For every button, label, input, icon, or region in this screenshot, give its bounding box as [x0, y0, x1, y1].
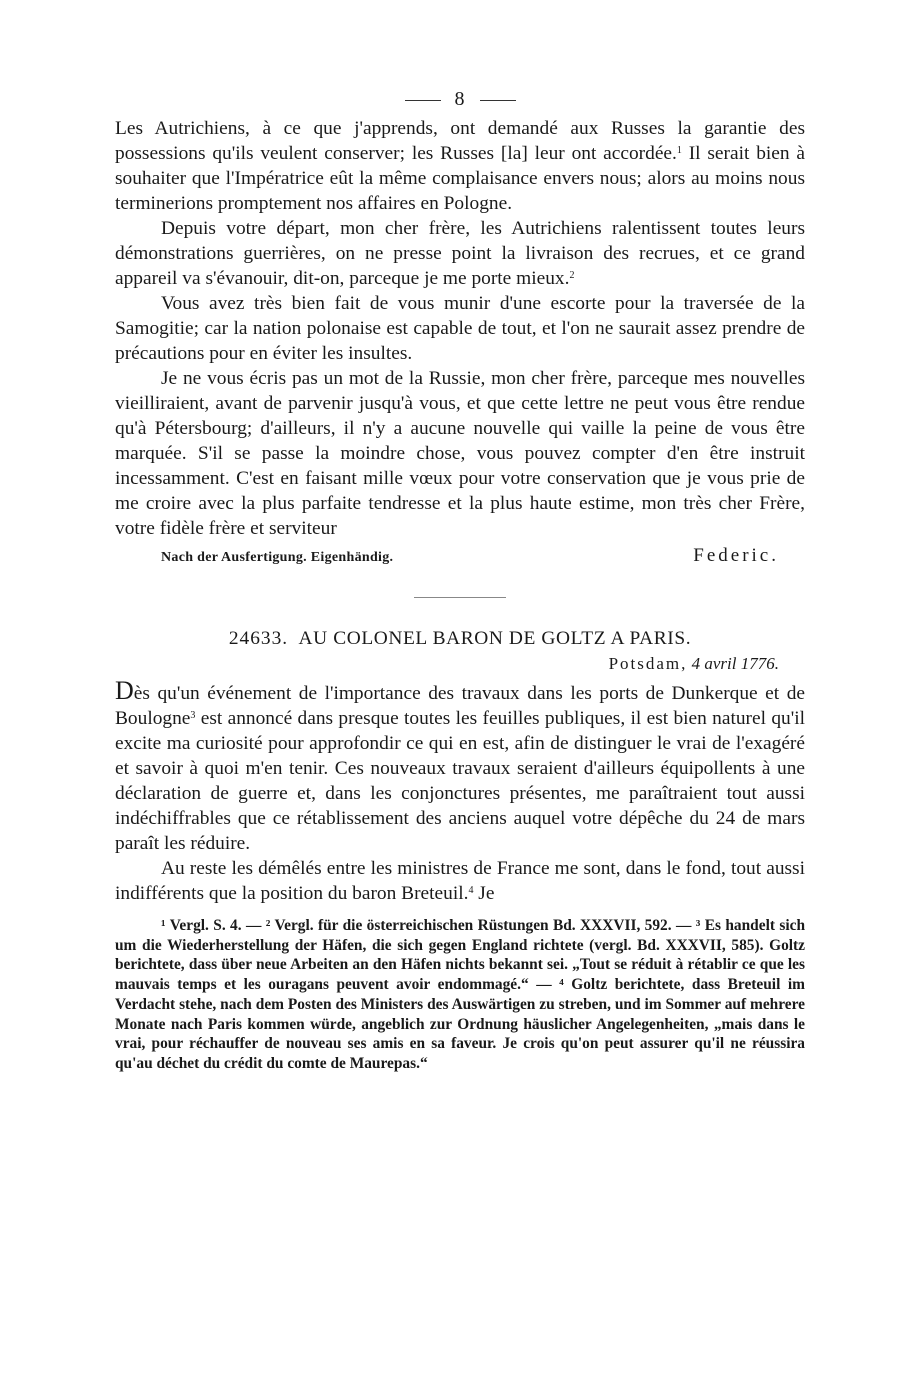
footnotes: [115, 916, 805, 1074]
paragraph-text: est annoncé dans presque toutes les feuilles publiques, il est bien naturel qu'il excite ma curiosité pour approfondir ce qui en est, afin de distinguer le vrai de l'exagéré et savoir à quoi m'en tenir. Ces nouveaux travaux seraient d'ailleurs équipollents à une déclaration de guerre et, dans les conjonctures présentes, me paraîtraient tout aussi indéchiffrables que ce rétablissement des anciens auquel votre dépêche du 24 de mars paraît les réduire.: [115, 708, 805, 854]
letter-heading: [115, 628, 805, 650]
letter: [115, 628, 805, 906]
footnotes-text: ¹ Vergl. S. 4. — ² Vergl. für die österreichischen Rüstungen Bd. XXXVII, 592. — ³ Es handelt sich um die Wiederherstellung der Häfen, die sich gegen England richtete (vergl. Bd. XXXVII, 585). Goltz berichtete, dass über neue Arbeiten an den Häfen nichts bekannt sei. „Tout se réduit à rétablir ce que les mauvais temps et les ouragans peuvent avoir endommagé.“ — ⁴ Goltz berichtete, dass Breteuil im Verdacht stehe, nach dem Posten des Ministers des Auswärtigen zu streben, und im Sommer auf mehrere Monate nach Paris kommen würde, angeblich zur Ordnung häuslicher Angelegenheiten, „mais dans le vrai, pour réchauffer de nouveau ses amis en sa faveur. Je crois qu'on peut assurer qu'il ne réussira qu'au déchet du crédit du comte de Maurepas.“: [115, 917, 805, 1072]
paragraph: [115, 678, 805, 856]
signature-row: [115, 545, 805, 567]
paragraph-text: ès qu'un événement de l'importance des travaux dans les ports de Dunkerque et de Boulogne: [115, 683, 805, 729]
paragraph-text: Je: [473, 883, 495, 904]
paragraph: [115, 366, 805, 541]
page: [115, 84, 805, 1074]
letter-date: 4 avril 1776.: [691, 654, 779, 673]
drop-cap: D: [115, 676, 134, 705]
header-rule-left: [405, 100, 441, 101]
dateline: [115, 654, 805, 674]
paragraph-text: Il serait bien à souhaiter que l'Impératrice eût la même complaisance envers nous; alors au moins nous terminerions promptement nos affaires en Pologne.: [115, 143, 806, 214]
source-note: Nach der Ausfertigung. Eigenhändig.: [161, 550, 394, 565]
paragraph: [115, 291, 805, 366]
footnote-ref: 1: [676, 145, 682, 156]
paragraph-text: Je ne vous écris pas un mot de la Russie, mon cher frère, parceque mes nouvelles vieilliraient, avant de parvenir jusqu'à vous, et que cette lettre ne peut vous être rendue qu'à Pétersbourg; d'ailleurs, il n'y a aucune nouvelle qui vaille la peine de vous être marquée. S'il se passe la moindre chose, vous pouvez compter d'en être instruit incessamment. C'est en faisant mille vœux pour votre conservation que je vous prie de me croire avec la plus parfaite tendresse et la plus haute estime, mon très cher Frère, votre fidèle frère et serviteur: [115, 368, 805, 539]
paragraph-text: Depuis votre départ, mon cher frère, les Autrichiens ralentissent toutes leurs démonstrations guerrières, on ne presse point la livraison des recrues, et ce grand appareil va s'évanouir, dit-on, parceque je me porte mieux.: [115, 218, 805, 289]
letter-title: AU COLONEL BARON DE GOLTZ A PARIS.: [298, 628, 692, 649]
page-number: 8: [454, 88, 466, 110]
page-header: [115, 84, 805, 114]
signature: Federic.: [693, 545, 779, 566]
footnote-ref: 2: [569, 270, 575, 281]
footnote-ref: 4: [468, 885, 474, 896]
paragraph: [115, 116, 805, 216]
section-divider: [414, 597, 506, 598]
paragraph-text: Au reste les démêlés entre les ministres de France me sont, dans le fond, tout aussi indifférents que la position du baron Breteuil.: [115, 858, 805, 904]
header-rule-right: [480, 100, 516, 101]
paragraph: [115, 856, 805, 906]
footnote-ref: 3: [190, 710, 196, 721]
paragraph-text: Vous avez très bien fait de vous munir d'une escorte pour la traversée de la Samogitie; car la nation polonaise est capable de tout, et l'on ne saurait assez prendre de précautions pour en éviter les insultes.: [115, 293, 805, 364]
paragraph: [115, 216, 805, 291]
continued-letter: [115, 116, 805, 567]
letter-place: Potsdam,: [608, 654, 688, 673]
paragraph-text: Les Autrichiens, à ce que j'apprends, ont demandé aux Russes la garantie des possessions qu'ils veulent conserver; les Russes [la] leur ont accordée.: [115, 118, 805, 164]
letter-number: 24633.: [228, 628, 289, 649]
